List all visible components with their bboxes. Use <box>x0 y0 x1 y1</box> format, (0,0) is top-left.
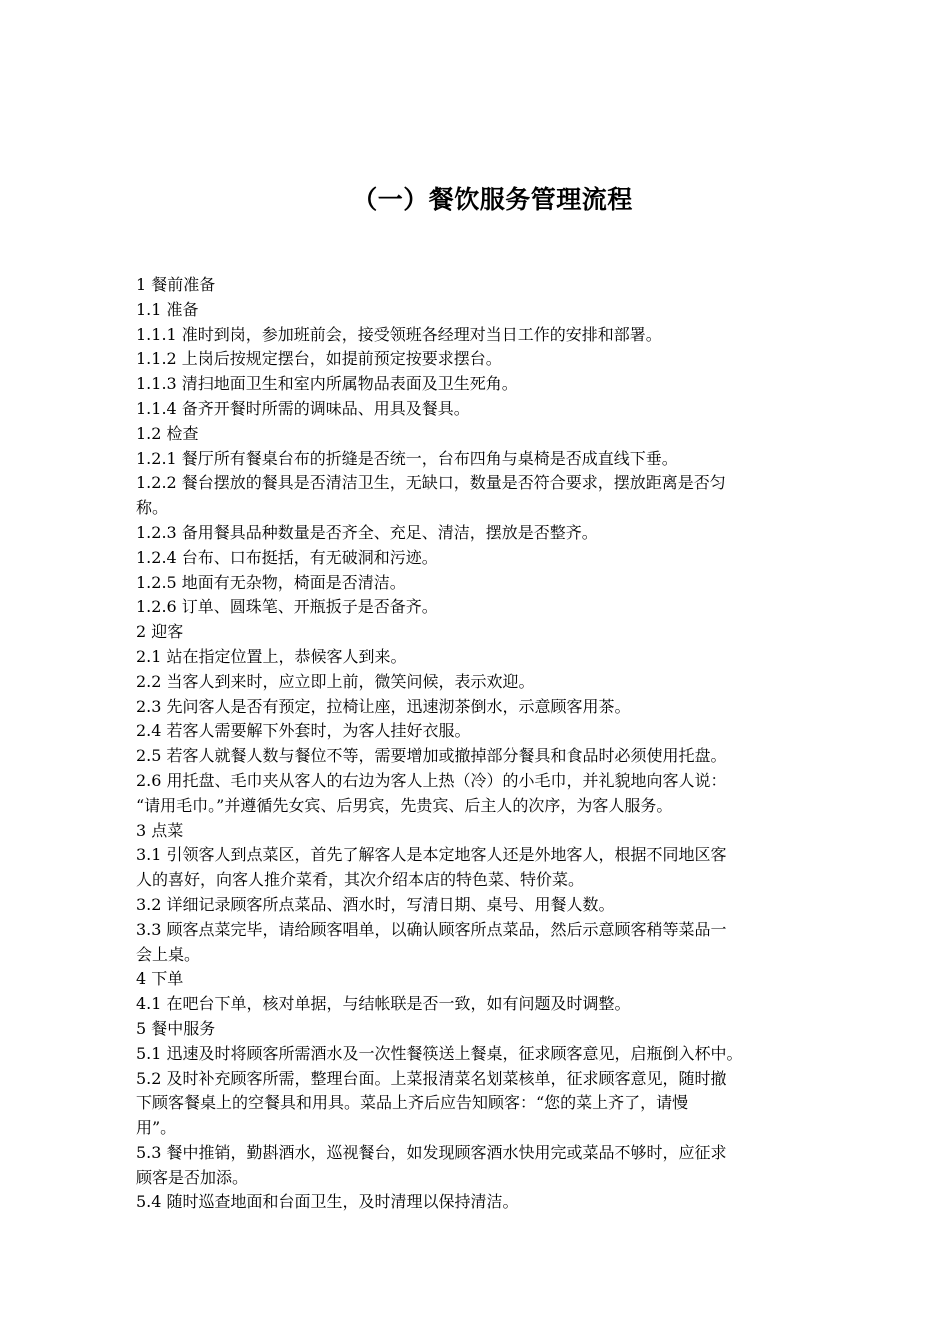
text-line: 2.3 先问客人是否有预定，拉椅让座，迅速沏茶倒水，示意顾客用茶。 <box>136 696 631 716</box>
text-line: 1.2.1 餐厅所有餐桌台布的折缝是否统一，台布四角与桌椅是否成直线下垂。 <box>136 448 678 468</box>
text-line: 2.1 站在指定位置上，恭候客人到来。 <box>136 646 407 666</box>
text-line: 4 下单 <box>136 969 184 989</box>
text-line: 5.2 及时补充顾客所需，整理台面。上菜报清菜名划菜核单，征求顾客意见，随时撤 <box>136 1068 727 1088</box>
text-line: 2.2 当客人到来时，应立即上前，微笑问候，表示欢迎。 <box>136 671 535 691</box>
text-line: 1.1.1 准时到岗，参加班前会，接受领班各经理对当日工作的安排和部署。 <box>136 324 662 344</box>
text-line: 1.1.4 备齐开餐时所需的调味品、用具及餐具。 <box>136 398 470 418</box>
text-line: 5 餐中服务 <box>136 1018 216 1038</box>
text-line: 1 餐前准备 <box>136 275 216 294</box>
text-line: 1.2.5 地面有无杂物，椅面是否清洁。 <box>136 572 406 592</box>
text-line: 2.6 用托盘、毛巾夹从客人的右边为客人上热（冷）的小毛巾，并礼貌地向客人说： <box>136 770 727 790</box>
text-line: 5.4 随时巡查地面和台面卫生，及时清理以保持清洁。 <box>136 1192 519 1212</box>
text-line: 2.4 若客人需要解下外套时，为客人挂好衣服。 <box>136 721 471 741</box>
text-line: 顾客是否加添。 <box>136 1167 249 1187</box>
text-line: 3 点菜 <box>136 820 184 840</box>
text-line: 下顾客餐桌上的空餐具和用具。菜品上齐后应告知顾客：“您的菜上齐了，请慢 <box>136 1093 689 1113</box>
text-line: “请用毛巾。”并遵循先女宾、后男宾，先贵宾、后主人的次序，为客人服务。 <box>136 795 673 815</box>
text-line: 2 迎客 <box>136 622 184 642</box>
text-line: 5.3 餐中推销，勤斟酒水，巡视餐台，如发现顾客酒水快用完或菜品不够时，应征求 <box>136 1142 727 1162</box>
text-line: 人的喜好，向客人推介菜肴，其次介绍本店的特色菜、特价菜。 <box>136 870 585 890</box>
text-line: 1.2.3 备用餐具品种数量是否齐全、充足、清洁，摆放是否整齐。 <box>136 522 598 542</box>
text-line: 1.2.6 订单、圆珠笔、开瓶扳子是否备齐。 <box>136 597 438 617</box>
text-line: 用”。 <box>136 1118 177 1138</box>
text-line: 1.1.3 清扫地面卫生和室内所属物品表面及卫生死角。 <box>136 374 518 394</box>
text-line: 1.2 检查 <box>136 423 199 443</box>
document-title: （一）餐饮服务管理流程 <box>352 185 633 214</box>
text-line: 3.1 引领客人到点菜区，首先了解客人是本定地客人还是外地客人，根据不同地区客 <box>136 845 727 865</box>
text-line: 称。 <box>136 498 169 518</box>
text-line: 5.1 迅速及时将顾客所需酒水及一次性餐筷送上餐桌，征求顾客意见，启瓶倒入杯中。 <box>136 1043 743 1063</box>
text-line: 3.3 顾客点菜完毕，请给顾客唱单，以确认顾客所点菜品，然后示意顾客稍等菜品一 <box>136 919 727 939</box>
text-line: 2.5 若客人就餐人数与餐位不等，需要增加或撤掉部分餐具和食品时必须使用托盘。 <box>136 746 727 766</box>
text-line: 3.2 详细记录顾客所点菜品、酒水时，写清日期、桌号、用餐人数。 <box>136 894 615 914</box>
text-line: 4.1 在吧台下单，核对单据，与结帐联是否一致，如有问题及时调整。 <box>136 994 631 1014</box>
text-line: 1.2.2 餐台摆放的餐具是否清洁卫生，无缺口，数量是否符合要求，摆放距离是否匀 <box>136 473 726 493</box>
text-line: 会上桌。 <box>136 944 201 964</box>
text-line: 1.1.2 上岗后按规定摆台，如提前预定按要求摆台。 <box>136 349 502 369</box>
text-line: 1.2.4 台布、口布挺括，有无破洞和污迹。 <box>136 547 438 567</box>
text-line: 1.1 准备 <box>136 299 199 319</box>
document-body <box>136 273 848 1215</box>
